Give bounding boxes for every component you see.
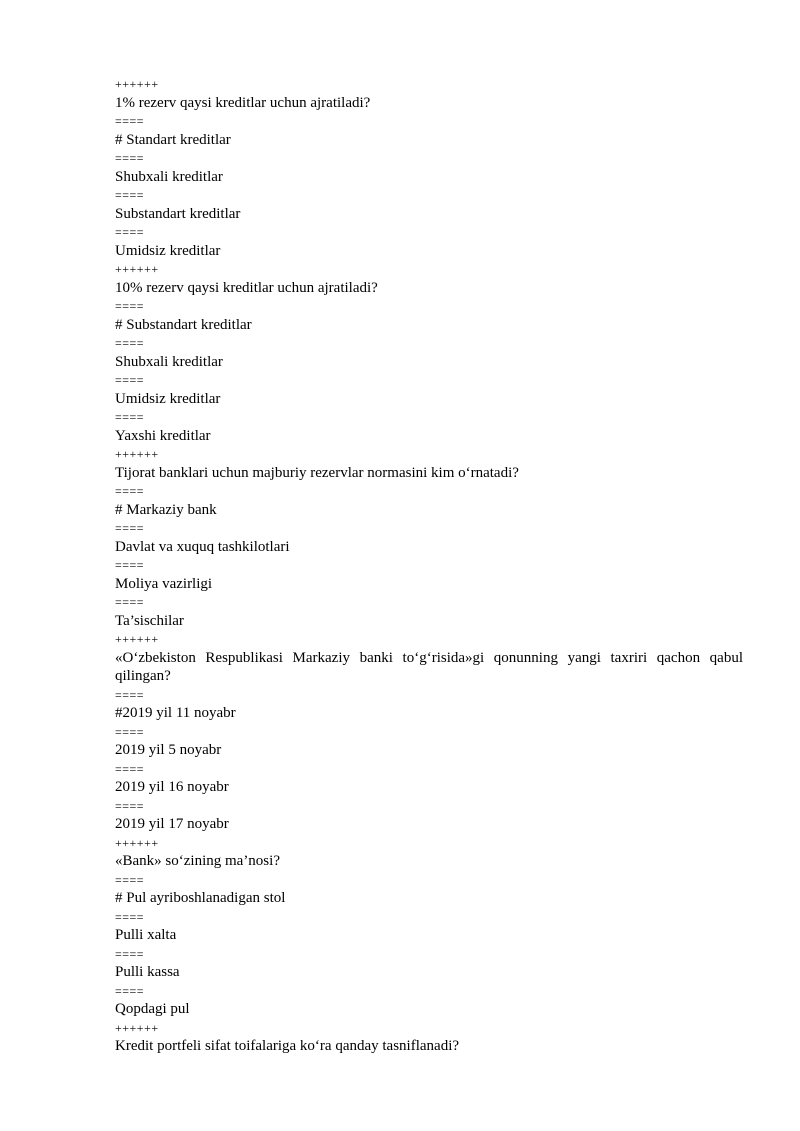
text-line: # Pul ayriboshlanadigan stol (115, 890, 286, 906)
text-line: Davlat va xuquq tashkilotlari (115, 538, 290, 555)
question-separator: ++++++ (115, 835, 159, 850)
text-line: Kredit portfeli sifat toifalariga ko‘ra qanday tasniflanadi? (115, 1038, 460, 1054)
answer-separator: ==== (115, 558, 145, 572)
text-line: 2019 yil 17 noyabr (115, 816, 229, 832)
question-separator: ++++++ (115, 262, 159, 276)
answer-separator: ==== (115, 151, 145, 165)
answer-separator: ==== (115, 521, 145, 535)
question-separator: ++++++ (115, 447, 159, 461)
text-line: 2019 yil 16 noyabr (115, 779, 229, 795)
text-line: Qopdagi pul (115, 1001, 190, 1017)
answer-separator: ==== (115, 114, 145, 128)
answer-separator: ==== (115, 909, 145, 924)
text-line: Tijorat banklari uchun majburiy rezervlar normasini kim o‘rnatadi? (115, 464, 519, 481)
text-line: Shubxali kreditlar (115, 168, 223, 185)
text-line: Substandart kreditlar (115, 205, 241, 222)
text-line: #2019 yil 11 noyabr (115, 705, 236, 721)
text-line: # Markaziy bank (115, 501, 217, 518)
text-line: 2019 yil 5 noyabr (115, 742, 222, 758)
answer-separator: ==== (115, 761, 145, 776)
answer-separator: ==== (115, 872, 145, 887)
answer-separator: ==== (115, 410, 145, 424)
text-line: Moliya vazirligi (115, 575, 213, 592)
text-line: Yaxshi kreditlar (115, 427, 211, 444)
text-line: 1% rezerv qaysi kreditlar uchun ajratiladi? (115, 94, 371, 111)
text-line: Shubxali kreditlar (115, 353, 223, 370)
answer-separator: ==== (115, 798, 145, 813)
answer-separator: ==== (115, 484, 145, 498)
text-line: # Standart kreditlar (115, 131, 231, 148)
text-line: 10% rezerv qaysi kreditlar uchun ajratiladi? (115, 279, 378, 296)
answer-separator: ==== (115, 724, 145, 739)
text-line: «O‘zbekiston Respublikasi Markaziy banki to‘g‘risida»gi qonunning yangi taxriri qachon qabul qilingan? (115, 649, 743, 684)
question-separator: ++++++ (115, 77, 159, 91)
question-separator: ++++++ (115, 1020, 159, 1035)
text-line: Pulli xalta (115, 927, 177, 943)
answer-separator: ==== (115, 687, 145, 702)
answer-separator: ==== (115, 946, 145, 961)
document-body (115, 75, 743, 1056)
text-line: Umidsiz kreditlar (115, 242, 221, 259)
answer-separator: ==== (115, 373, 145, 387)
answer-separator: ==== (115, 983, 145, 998)
answer-separator: ==== (115, 299, 145, 313)
answer-separator: ==== (115, 188, 145, 202)
answer-separator: ==== (115, 225, 145, 239)
answer-separator: ==== (115, 595, 145, 609)
answer-separator: ==== (115, 336, 145, 350)
text-line: # Substandart kreditlar (115, 316, 252, 333)
text-line: Pulli kassa (115, 964, 180, 980)
text-line: Umidsiz kreditlar (115, 390, 221, 407)
question-separator: ++++++ (115, 632, 159, 646)
text-line: Ta’sischilar (115, 612, 184, 629)
text-line: «Bank» so‘zining ma’nosi? (115, 853, 280, 869)
